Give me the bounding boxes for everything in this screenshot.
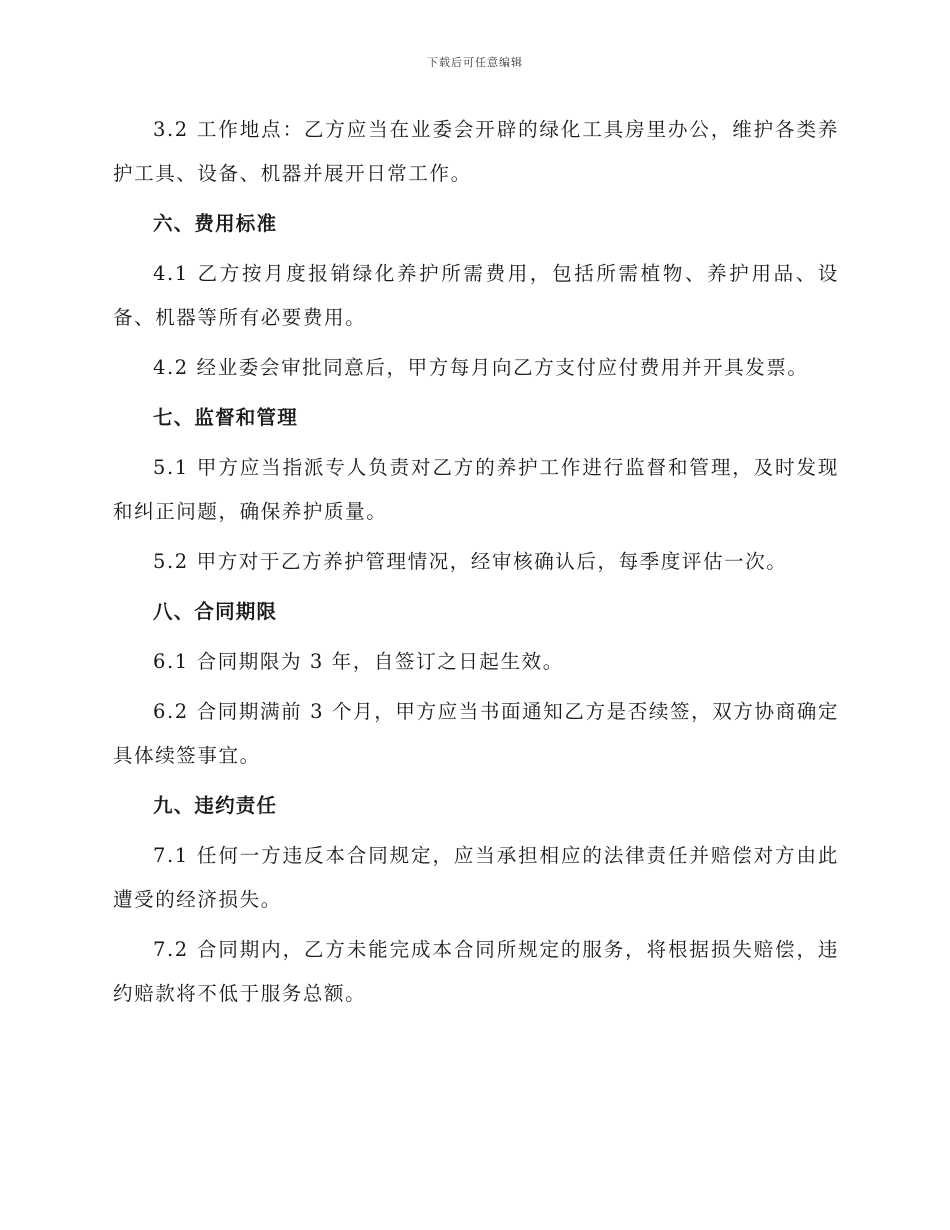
clause-6-1: 6.1 合同期限为 3 年，自签订之日起生效。 <box>153 650 564 673</box>
section-heading-supervision: 七、监督和管理 <box>153 406 298 429</box>
section-heading-contract-term: 八、合同期限 <box>153 600 278 623</box>
section-heading-fee-standard: 六、费用标准 <box>153 212 278 235</box>
clause-6-2: 6.2 合同期满前 3 个月，甲方应当书面通知乙方是否续签，双方协商确定具体续签事宜。 <box>113 700 839 767</box>
section-heading-liability: 九、违约责任 <box>153 794 278 817</box>
clause-4-2: 4.2 经业委会审批同意后，甲方每月向乙方支付应付费用并开具发票。 <box>153 356 809 379</box>
page-header: 下载后可任意编辑 <box>427 56 523 69</box>
clause-5-1: 5.1 甲方应当指派专人负责对乙方的养护工作进行监督和管理，及时发现和纠正问题，确保养护质量。 <box>113 456 839 523</box>
clause-5-2: 5.2 甲方对于乙方养护管理情况，经审核确认后，每季度评估一次。 <box>153 550 788 573</box>
clause-3-2: 3.2 工作地点：乙方应当在业委会开辟的绿化工具房里办公，维护各类养护工具、设备、机器并展开日常工作。 <box>113 118 839 185</box>
clause-4-1: 4.1 乙方按月度报销绿化养护所需费用，包括所需植物、养护用品、设备、机器等所有必要费用。 <box>113 262 839 329</box>
document-body <box>113 108 839 1022</box>
clause-7-2: 7.2 合同期内，乙方未能完成本合同所规定的服务，将根据损失赔偿，违约赔款将不低于服务总额。 <box>113 938 839 1005</box>
clause-7-1: 7.1 任何一方违反本合同规定，应当承担相应的法律责任并赔偿对方由此遭受的经济损失。 <box>113 844 839 911</box>
